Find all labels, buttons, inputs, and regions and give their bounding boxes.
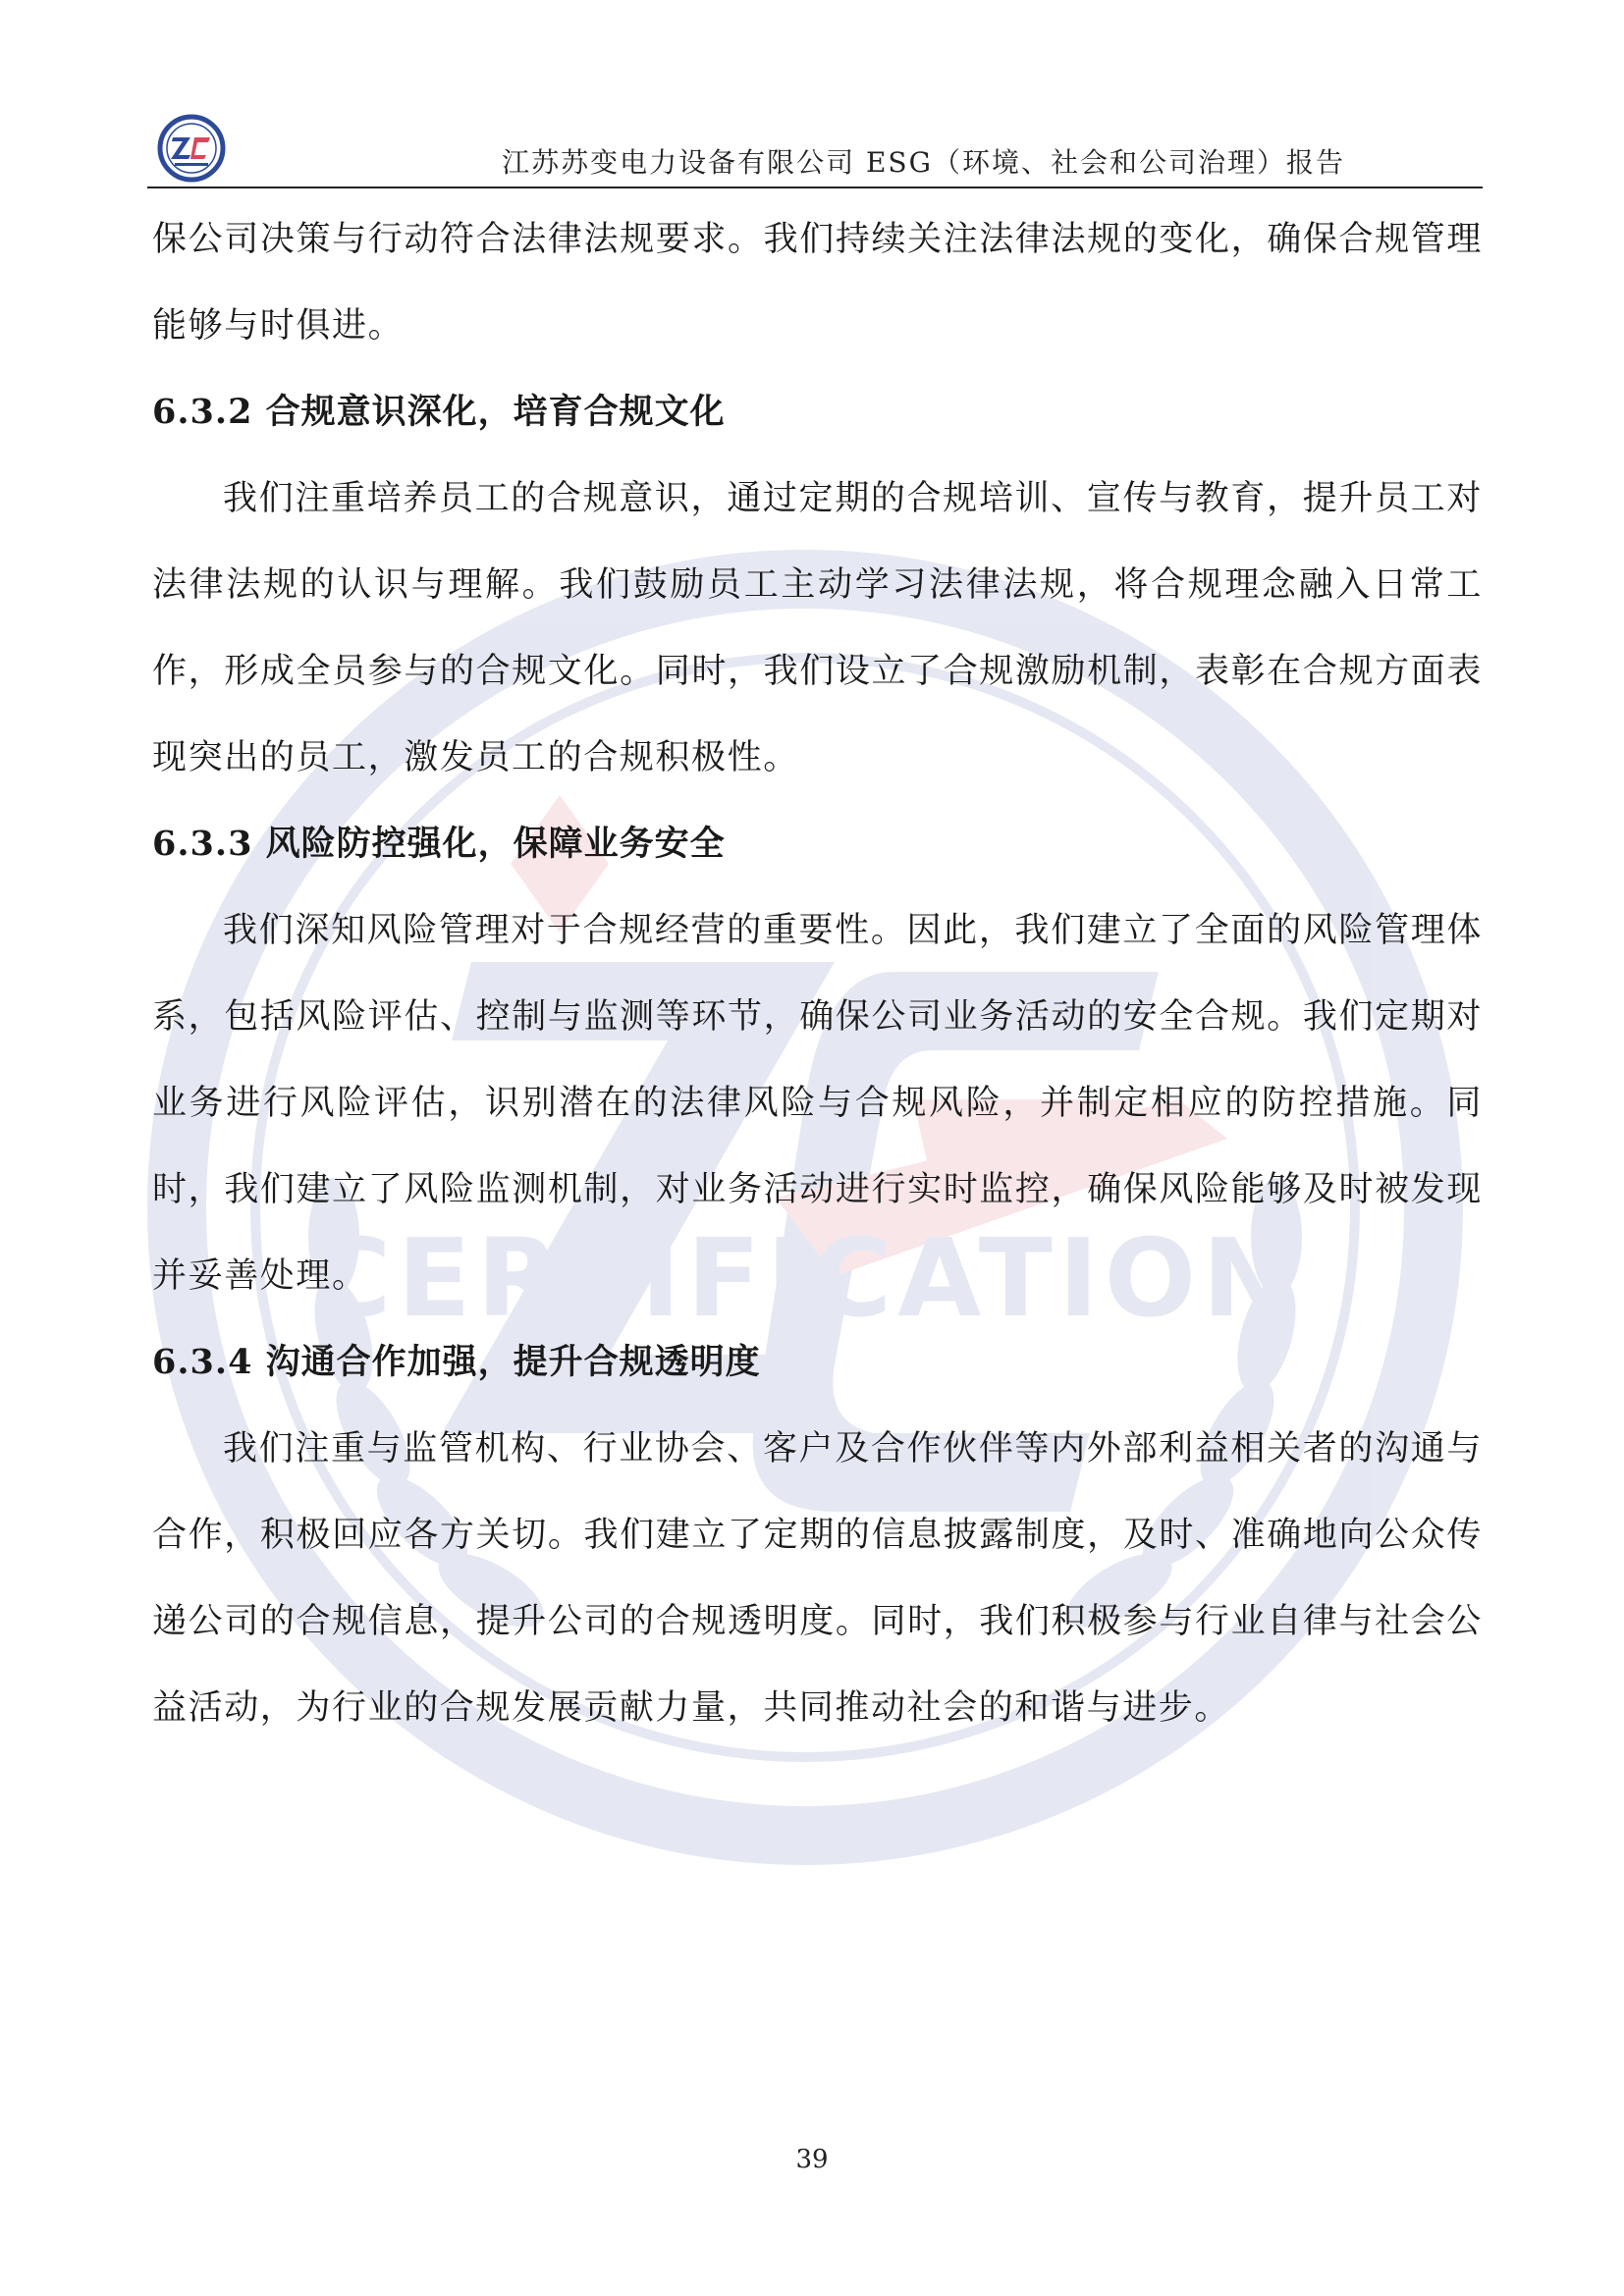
section-body-6-3-3: 我们深知风险管理对于合规经营的重要性。因此，我们建立了全面的风险管理体系，包括风险评估、控制与监测等环节，确保公司业务活动的安全合规。我们定期对业务进行风险评估，识别潜在的法律风险与合规风险，并制定相应的防控措施。同时，我们建立了风险监测机制，对业务活动进行实时监控，确保风险能够及时被发现并妥善处理。 xyxy=(152,911,1483,1296)
page-header xyxy=(147,110,1483,188)
section-heading-6-3-3: 6.3.3 风险防控强化，保障业务安全 xyxy=(152,824,726,864)
intro-paragraph: 保公司决策与行动符合法律法规要求。我们持续关注法律法规的变化，确保合规管理能够与时俱进。 xyxy=(152,220,1483,346)
section-body-6-3-4: 我们注重与监管机构、行业协会、客户及合作伙伴等内外部利益相关者的沟通与合作，积极回应各方关切。我们建立了定期的信息披露制度，及时、准确地向公众传递公司的合规信息，提升公司的合规透明度。同时，我们积极参与行业自律与社会公益活动，为行业的合规发展贡献力量，共同推动社会的和谐与进步。 xyxy=(152,1429,1483,1728)
document-body xyxy=(152,196,1483,1751)
page-number: 39 xyxy=(795,2145,829,2174)
section-heading-6-3-4: 6.3.4 沟通合作加强，提升合规透明度 xyxy=(152,1342,761,1382)
zcert-logo-icon xyxy=(157,114,226,183)
header-title: 江苏苏变电力设备有限公司 ESG（环境、社会和公司治理）报告 xyxy=(502,146,1345,179)
section-body-6-3-2: 我们注重培养员工的合规意识，通过定期的合规培训、宣传与教育，提升员工对法律法规的认识与理解。我们鼓励员工主动学习法律法规，将合规理念融入日常工作，形成全员参与的合规文化。同时，我们设立了合规激励机制，表彰在合规方面表现突出的员工，激发员工的合规积极性。 xyxy=(152,479,1483,777)
svg-text:CERTIFICATION: CERTIFICATION xyxy=(311,1215,1299,1341)
section-heading-6-3-2: 6.3.2 合规意识深化，培育合规文化 xyxy=(152,392,726,432)
